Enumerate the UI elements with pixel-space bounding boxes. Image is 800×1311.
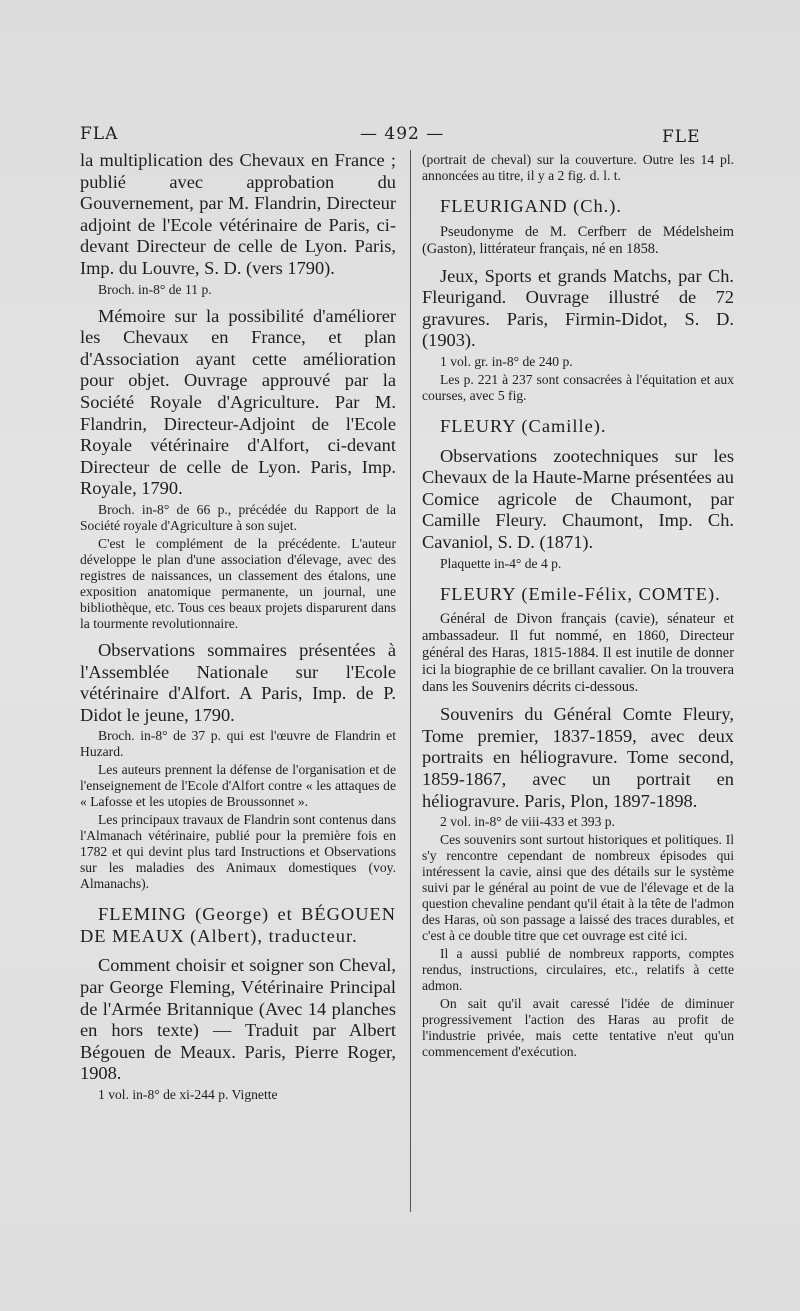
entry-note: Broch. in-8° de 37 p. qui est l'œuvre de Flandrin et Huzard. (80, 728, 396, 760)
entry-note: Il a aussi publié de nombreux rapports, comptes rendus, instructions, circulaires, etc., relatifs à cette admon. (422, 946, 734, 994)
entry-note: On sait qu'il avait caressé l'idée de diminuer progressivement l'action des Haras au profit de l'industrie privée, mais cette tentative n'eut qu'un commencement d'exécution. (422, 996, 734, 1060)
entry-note-continued: (portrait de cheval) sur la couverture. Outre les 14 pl. annoncées au titre, il y a 2 fig. d. l. t. (422, 152, 734, 183)
author-description: Pseudonyme de M. Cerfberr de Médelsheim (Gaston), littérateur français, né en 1858. (422, 223, 734, 257)
running-head-right: FLE (662, 127, 701, 147)
entry-title: Comment choisir et soigner son Cheval, par George Fleming, Vétérinaire Principal de l'Armée Britannique (Avec 14 planches en hors texte) — Traduit par Albert Bégouen de Meaux. Paris, Pierre Roger, 1908. (80, 955, 396, 1084)
entry-note: 1 vol. in-8° de xi-244 p. Vignette (98, 1087, 278, 1103)
entry-note: Ces souvenirs sont surtout historiques et politiques. Il s'y rencontre cependant de nombreux épisodes qui intéressent la cavie, ainsi que des détails sur le système suivi par le général au point de vue de l'élevage et de la question chevaline pendant qu'il était à la tête de l'admon des Haras, où son passage a laissé des traces durables, et c'est à ce double titre que cet ouvrage est cité ici. (422, 832, 734, 944)
entry-note: 2 vol. in-8° de viii-433 et 393 p. (440, 814, 615, 830)
entry-note: Plaquette in-4° de 4 p. (440, 555, 562, 571)
entry-note: Broch. in-8° de 11 p. (98, 281, 212, 297)
entry-title: Jeux, Sports et grands Matchs, par Ch. Fleurigand. Ouvrage illustré de 72 gravures. Paris, Firmin-Didot, S. D. (1903). (422, 265, 734, 351)
entry-note: 1 vol. gr. in-8° de 240 p. (440, 353, 573, 369)
author-heading: FLEURY (Camille). (440, 415, 607, 436)
entry-title: Observations sommaires présentées à l'Assemblée Nationale sur l'Ecole vétérinaire d'Alfort. A Paris, Imp. de P. Didot le jeune, 1790. (80, 639, 396, 725)
column-divider (410, 150, 411, 1212)
author-heading: FLEMING (George) et BÉGOUEN DE MEAUX (Albert), traducteur. (80, 904, 396, 946)
entry-note: Les auteurs prennent la défense de l'organisation et de l'enseignement de l'Ecole d'Alfort contre « les attaques de « Lafosse et les utopies de Broussonnet ». (80, 762, 396, 810)
author-heading: FLEURIGAND (Ch.). (440, 196, 622, 216)
entry-title-continued: la multiplication des Chevaux en France ; publié avec approbation du Gouvernement, par M. Flandrin, Directeur adjoint de l'Ecole vétérinaire de Paris, ci-devant Directeur de celle de Lyon. Paris, Imp. du Louvre, S. D. (vers 1790). (80, 150, 396, 278)
entry-note: C'est le complément de la précédente. L'auteur développe le plan d'une association d'élevage, avec des registres de naissances, un classement des étalons, une exposition anatomique permanente, un journal, une bibliothèque, etc. Tous ces beaux projets disparurent dans la tourmente revolutionnaire. (80, 535, 396, 631)
entry-title: Souvenirs du Général Comte Fleury, Tome premier, 1837-1859, avec deux portraits en héliogravure. Tome second, 1859-1867, avec un portrait en héliogravure. Paris, Plon, 1897-1898. (422, 704, 734, 811)
entry-note: Les principaux travaux de Flandrin sont contenus dans l'Almanach vétérinaire, publié pour la première fois en 1782 et qui devint plus tard Instructions et Observations sur les maladies des Animaux domestiques (voy. Almanachs). (80, 812, 396, 892)
right-column (422, 150, 734, 1060)
author-description: Général de Divon français (cavie), sénateur et ambassadeur. Il fut nommé, en 1860, Directeur général des Haras, 1815-1884. Il est inutile de donner ici la biographie de ce brillant cavalier. On la trouvera dans les Souvenirs décrits ci-dessous. (422, 611, 734, 696)
entry-title: Observations zootechniques sur les Chevaux de la Haute-Marne présentées au Comice agricole de Chaumont, par Camille Fleury. Chaumont, Imp. Ch. Cavaniol, S. D. (1871). (422, 445, 734, 552)
left-column (80, 150, 396, 1103)
entry-title: Mémoire sur la possibilité d'améliorer les Chevaux en France, et plan d'Association ayant cette amélioration pour objet. Ouvrage approuvé par la Société Royale d'Agriculture. Par M. Flandrin, Directeur-Adjoint de l'Ecole Royale vétérinaire d'Alfort, ci-devant Directeur de celle de Lyon. Paris, Imp. Royale, 1790. (80, 305, 396, 499)
running-head-left: FLA (80, 124, 119, 144)
entry-note: Broch. in-8° de 66 p., précédée du Rapport de la Société royale d'Agriculture à son sujet. (80, 501, 396, 533)
page-number: — 492 — (360, 124, 445, 144)
author-heading: FLEURY (Emile-Félix, COMTE). (440, 583, 721, 604)
entry-note: Les p. 221 à 237 sont consacrées à l'équitation et aux courses, avec 5 fig. (422, 371, 734, 403)
